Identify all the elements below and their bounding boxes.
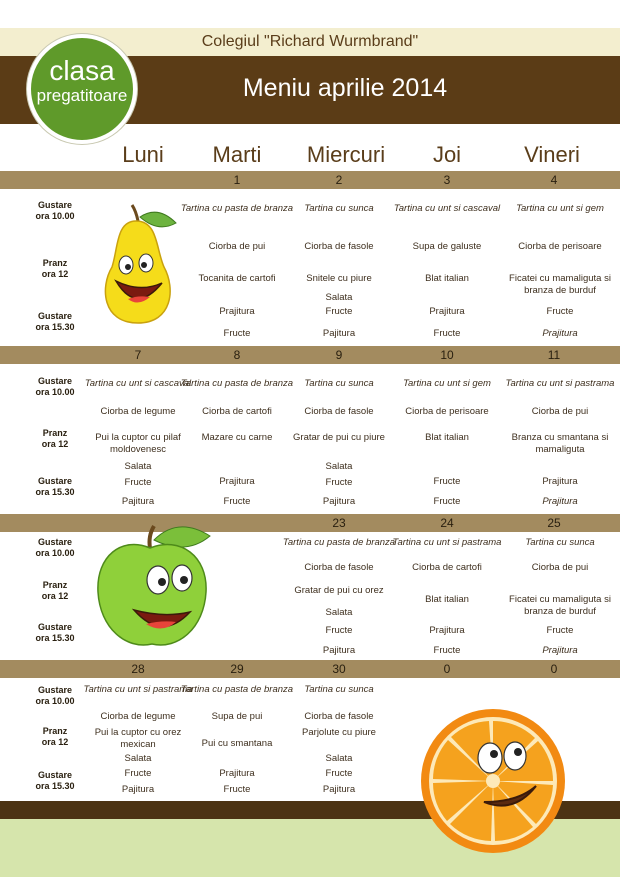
date-w2-vineri: 11 [547,348,561,362]
date-w4-vineri: 0 [550,662,558,676]
menu-item-w4-marti: Pui cu smantana [201,738,273,749]
menu-item-w2-vineri: Prajitura [542,496,578,507]
menu-item-w3-vineri: Ciorba de pui [531,562,589,573]
orange-mascot-icon [418,706,568,856]
date-w2-joi: 10 [440,348,454,362]
menu-item-w2-marti: Fructe [223,496,251,507]
date-w3-joi: 24 [440,516,454,530]
menu-item-w1-vineri: Ciorba de perisoare [518,241,602,252]
menu-item-w2-joi: Fructe [433,476,461,487]
school-name: Colegiul "Richard Wurmbrand" [201,33,419,50]
date-w4-luni: 28 [131,662,145,676]
menu-item-w2-luni: Tartina cu unt si cascaval [84,378,192,389]
menu-item-w4-marti: Tartina cu pasta de branza [180,684,294,695]
menu-item-w2-luni: Pajitura [121,496,155,507]
menu-item-w2-miercuri: Tartina cu sunca [304,378,374,389]
menu-item-w1-miercuri: Ciorba de fasole [304,241,374,252]
menu-item-w2-miercuri: Ciorba de fasole [304,406,374,417]
menu-item-w2-vineri: Tartina cu unt si pastrama [505,378,615,389]
day-name-luni: Luni [122,142,164,167]
menu-item-w1-joi: Blat italian [425,273,469,284]
menu-item-w1-vineri: Prajitura [542,328,578,339]
day-name-miercuri: Miercuri [306,142,386,167]
menu-item-w4-miercuri: Parjolute cu piure [302,727,376,738]
apple-mascot-icon [92,518,216,652]
menu-item-w2-luni: Fructe [124,477,152,488]
menu-item-w2-joi: Fructe [433,496,461,507]
menu-item-w3-joi: Tartina cu unt si pastrama [392,537,502,548]
menu-item-w4-miercuri: Salata [325,753,353,764]
label-gustare-2: Gustare ora 15.30 [35,476,75,497]
menu-item-w2-vineri: Ciorba de pui [531,406,589,417]
menu-item-w1-miercuri: Tartina cu sunca [304,203,374,214]
class-badge [27,34,137,144]
menu-item-w3-vineri: Fructe [546,625,574,636]
menu-item-w2-marti: Prajitura [219,476,255,487]
label-pranz: Pranz ora 12 [41,726,69,747]
menu-item-w4-luni: Ciorba de legume [100,711,176,722]
date-w2-miercuri: 9 [335,348,343,362]
menu-item-w1-joi: Prajitura [429,306,465,317]
menu-item-w4-miercuri: Tartina cu sunca [304,684,374,695]
menu-item-w1-vineri: Tartina cu unt si gem [516,203,604,214]
menu-item-w4-luni: Salata [124,753,152,764]
menu-item-w1-miercuri: Fructe [325,306,353,317]
menu-item-w4-luni: Pajitura [121,784,155,795]
menu-item-w2-vineri: Prajitura [542,476,578,487]
menu-item-w1-marti: Tartina cu pasta de branza [180,203,294,214]
menu-item-w2-miercuri: Gratar de pui cu piure [293,432,385,443]
label-pranz: Pranz ora 12 [41,428,69,449]
menu-item-w2-luni: Ciorba de legume [100,406,176,417]
menu-item-w4-luni: Pui la cuptor cu orez mexican [94,727,182,750]
date-w1-marti: 1 [233,173,241,187]
date-w1-miercuri: 2 [335,173,343,187]
menu-item-w2-marti: Ciorba de cartofi [202,406,272,417]
label-gustare-1: Gustare ora 10.00 [35,200,75,221]
menu-item-w1-joi: Supa de galuste [412,241,482,252]
menu-item-w1-marti: Fructe [223,328,251,339]
menu-item-w2-marti: Mazare cu carne [201,432,273,443]
label-gustare-2: Gustare ora 15.30 [35,622,75,643]
menu-item-w1-miercuri: Salata [325,292,353,303]
menu-item-w4-luni: Tartina cu unt si pastrama [83,684,193,695]
date-w2-luni: 7 [134,348,142,362]
menu-item-w1-marti: Ciorba de pui [208,241,266,252]
menu-item-w2-joi: Tartina cu unt si gem [403,378,491,389]
menu-item-w1-vineri: Fructe [546,306,574,317]
menu-item-w3-joi: Prajitura [429,625,465,636]
menu-item-w3-miercuri: Tartina cu pasta de branza [282,537,396,548]
menu-item-w3-vineri: Ficatei cu mamaliguta si branza de burduf [509,594,611,617]
label-gustare-1: Gustare ora 10.00 [35,685,75,706]
date-w1-vineri: 4 [550,173,558,187]
date-w2-marti: 8 [233,348,241,362]
menu-item-w1-miercuri: Snitele cu piure [306,273,372,284]
menu-item-w3-miercuri: Salata [325,607,353,618]
menu-item-w3-joi: Fructe [433,645,461,656]
menu-item-w3-vineri: Tartina cu sunca [525,537,595,548]
menu-item-w1-marti: Tocanita de cartofi [198,273,276,284]
menu-item-w3-joi: Ciorba de cartofi [412,562,482,573]
menu-item-w2-marti: Tartina cu pasta de branza [180,378,294,389]
date-w4-miercuri: 30 [332,662,346,676]
menu-item-w1-joi: Tartina cu unt si cascaval [393,203,501,214]
menu-item-w2-miercuri: Pajitura [322,496,356,507]
menu-item-w3-miercuri: Ciorba de fasole [304,562,374,573]
date-w3-vineri: 25 [547,516,561,530]
day-name-joi: Joi [432,142,462,167]
menu-item-w2-joi: Blat italian [425,432,469,443]
menu-item-w2-joi: Ciorba de perisoare [405,406,489,417]
menu-item-w3-joi: Blat italian [425,594,469,605]
menu-item-w1-vineri: Ficatei cu mamaliguta si branza de burduf [509,273,611,296]
menu-item-w1-marti: Prajitura [219,306,255,317]
menu-item-w1-miercuri: Pajitura [322,328,356,339]
menu-item-w3-miercuri: Fructe [325,625,353,636]
menu-item-w4-luni: Fructe [124,768,152,779]
label-pranz: Pranz ora 12 [41,258,69,279]
menu-title: Meniu aprilie 2014 [242,74,448,102]
day-name-vineri: Vineri [524,142,580,167]
menu-item-w1-joi: Fructe [433,328,461,339]
date-w3-miercuri: 23 [332,516,346,530]
label-gustare-1: Gustare ora 10.00 [35,537,75,558]
pear-mascot-icon [92,203,182,326]
menu-item-w3-vineri: Prajitura [542,645,578,656]
date-w4-joi: 0 [443,662,451,676]
menu-item-w3-miercuri: Pajitura [322,645,356,656]
day-name-marti: Marti [212,142,262,167]
menu-item-w2-luni: Pui la cuptor cu pilaf moldovenesc [95,432,181,455]
label-gustare-2: Gustare ora 15.30 [35,770,75,791]
badge-line-1: clasa [49,55,115,86]
date-w1-joi: 3 [443,173,451,187]
menu-item-w4-miercuri: Ciorba de fasole [304,711,374,722]
menu-item-w4-miercuri: Pajitura [322,784,356,795]
label-gustare-1: Gustare ora 10.00 [35,376,75,397]
menu-item-w4-marti: Fructe [223,784,251,795]
menu-item-w2-luni: Salata [124,461,152,472]
menu-item-w3-miercuri: Gratar de pui cu orez [294,585,384,596]
menu-item-w4-marti: Supa de pui [211,711,263,722]
label-gustare-2: Gustare ora 15.30 [35,311,75,332]
menu-item-w2-miercuri: Fructe [325,477,353,488]
badge-line-2: pregatitoare [36,86,128,105]
menu-item-w2-vineri: Branza cu smantana si mamaliguta [511,432,609,455]
menu-item-w4-marti: Prajitura [219,768,255,779]
date-w4-marti: 29 [230,662,244,676]
label-pranz: Pranz ora 12 [41,580,69,601]
menu-item-w4-miercuri: Fructe [325,768,353,779]
menu-item-w2-miercuri: Salata [325,461,353,472]
